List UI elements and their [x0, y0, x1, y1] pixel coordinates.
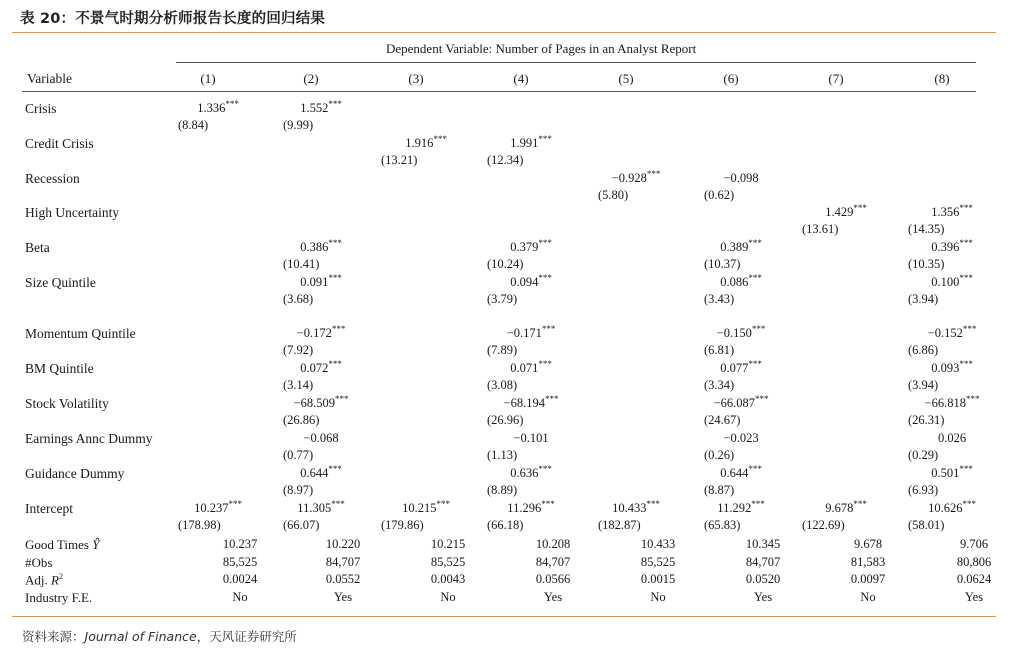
t-statistic: (13.21) [381, 153, 418, 167]
significance-stars: *** [538, 133, 552, 144]
row-label: Intercept [25, 501, 73, 516]
coefficient: 10.237*** [194, 498, 242, 515]
row-label: Momentum Quintile [25, 326, 136, 341]
significance-stars: *** [544, 393, 559, 404]
t-statistic: (6.81) [704, 343, 735, 357]
coefficient: 0.379*** [510, 237, 552, 254]
significance-stars: *** [436, 498, 450, 509]
significance-stars: *** [541, 323, 556, 334]
t-statistic: (26.31) [908, 413, 945, 427]
summary-value: 0.0552 [325, 572, 361, 586]
t-statistic: (3.94) [908, 292, 939, 306]
row-label: Beta [25, 240, 50, 255]
coefficient: 11.305*** [297, 498, 345, 515]
summary-value: 0.0015 [640, 572, 676, 586]
summary-value: 10.208 [535, 537, 571, 551]
row-label: Guidance Dummy [25, 466, 125, 481]
summary-value: 0.0097 [850, 572, 886, 586]
coefficient: −66.087*** [713, 393, 769, 410]
column-header: (1) [200, 71, 216, 86]
summary-value: 84,707 [535, 555, 571, 569]
coefficient: −68.509*** [293, 393, 349, 410]
summary-value: Yes [964, 590, 984, 604]
t-statistic: (8.89) [487, 483, 518, 497]
significance-stars: *** [225, 98, 239, 109]
summary-label: Good Times Ŷ [25, 537, 100, 552]
t-statistic: (1.13) [487, 448, 518, 462]
column-header: (6) [723, 71, 739, 86]
summary-value: 10.237 [222, 537, 258, 551]
coefficient: −0.172*** [296, 323, 346, 340]
summary-value: 9.678 [853, 537, 883, 551]
column-header: (4) [513, 71, 529, 86]
significance-stars: *** [538, 358, 552, 369]
significance-stars: *** [748, 237, 762, 248]
dependent-variable-rule [176, 62, 976, 63]
coefficient: 10.433*** [612, 498, 660, 515]
t-statistic: (3.79) [487, 292, 518, 306]
row-label: BM Quintile [25, 361, 94, 376]
significance-stars: *** [965, 393, 980, 404]
t-statistic: (10.35) [908, 257, 945, 271]
significance-stars: *** [328, 237, 342, 248]
coefficient: 1.552*** [300, 98, 342, 115]
row-label: Earnings Annc Dummy [25, 431, 153, 446]
row-label: High Uncertainty [25, 205, 120, 220]
significance-stars: *** [959, 237, 973, 248]
summary-value: 0.0024 [222, 572, 258, 586]
coefficient: −0.152*** [927, 323, 977, 340]
coefficient: 0.026 [937, 431, 967, 445]
summary-value: No [650, 590, 666, 604]
column-header: (5) [618, 71, 634, 86]
significance-stars: *** [331, 498, 345, 509]
significance-stars: *** [959, 463, 973, 474]
summary-value: 0.0566 [535, 572, 571, 586]
summary-value: 85,525 [222, 555, 258, 569]
row-label: Crisis [25, 101, 57, 116]
significance-stars: *** [331, 323, 346, 334]
coefficient: 0.644*** [300, 463, 342, 480]
t-statistic: (8.97) [283, 483, 314, 497]
coefficient: 0.501*** [931, 463, 973, 480]
summary-value: 10.220 [325, 537, 361, 551]
coefficient: 11.296*** [507, 498, 555, 515]
significance-stars: *** [646, 168, 661, 179]
coefficient: 1.356*** [931, 202, 973, 219]
significance-stars: *** [646, 498, 660, 509]
t-statistic: (178.98) [178, 518, 221, 532]
summary-label: Adj. $R^2$ [25, 572, 63, 588]
summary-value: Yes [333, 590, 353, 604]
coefficient: 0.077*** [720, 358, 762, 375]
row-label: Credit Crisis [25, 136, 94, 151]
summary-value: 0.0520 [745, 572, 781, 586]
summary-value: 81,583 [850, 555, 886, 569]
t-statistic: (10.41) [283, 257, 320, 271]
coefficient: 9.678*** [825, 498, 867, 515]
t-statistic: (6.93) [908, 483, 939, 497]
significance-stars: *** [328, 463, 342, 474]
coefficient: 0.389*** [720, 237, 762, 254]
t-statistic: (122.69) [802, 518, 845, 532]
t-statistic: (0.77) [283, 448, 314, 462]
column-header: (2) [303, 71, 319, 86]
significance-stars: *** [853, 202, 867, 213]
t-statistic: (7.92) [283, 343, 314, 357]
summary-value: No [860, 590, 876, 604]
coefficient: 0.644*** [720, 463, 762, 480]
table-caption: 表 20：不景气时期分析师报告长度的回归结果 [20, 11, 326, 27]
summary-label: Industry F.E. [25, 590, 93, 605]
t-statistic: (6.86) [908, 343, 939, 357]
coefficient: −0.068 [303, 431, 339, 445]
t-statistic: (179.86) [381, 518, 424, 532]
significance-stars: *** [538, 272, 552, 283]
summary-value: 84,707 [325, 555, 361, 569]
coefficient: 11.292*** [717, 498, 765, 515]
coefficient: −0.928*** [611, 168, 661, 185]
t-statistic: (7.89) [487, 343, 518, 357]
coefficient: −0.171*** [506, 323, 556, 340]
row-label: Stock Volatility [25, 396, 109, 411]
coefficient: 1.336*** [197, 98, 239, 115]
top-rule [12, 32, 996, 33]
t-statistic: (0.26) [704, 448, 735, 462]
summary-value: Yes [753, 590, 773, 604]
t-statistic: (0.62) [704, 188, 735, 202]
significance-stars: *** [328, 98, 342, 109]
coefficient: −0.023 [723, 431, 759, 445]
t-statistic: (3.08) [487, 378, 518, 392]
coefficient: 1.916*** [405, 133, 447, 150]
source-journal: Journal of Finance [84, 629, 197, 644]
significance-stars: *** [328, 272, 342, 283]
coefficient: −0.098 [723, 171, 759, 185]
t-statistic: (3.43) [704, 292, 735, 306]
summary-value: 84,707 [745, 555, 781, 569]
t-statistic: (14.35) [908, 222, 945, 236]
source-prefix: 资料来源： [22, 629, 85, 644]
t-statistic: (9.99) [283, 118, 314, 132]
t-statistic: (10.24) [487, 257, 524, 271]
t-statistic: (66.07) [283, 518, 320, 532]
summary-value: 10.345 [745, 537, 781, 551]
coefficient: 0.086*** [720, 272, 762, 289]
column-header: (8) [934, 71, 950, 86]
t-statistic: (12.34) [487, 153, 524, 167]
significance-stars: *** [538, 237, 552, 248]
significance-stars: *** [959, 358, 973, 369]
summary-value: No [440, 590, 456, 604]
t-statistic: (182.87) [598, 518, 641, 532]
t-statistic: (65.83) [704, 518, 741, 532]
t-statistic: (66.18) [487, 518, 524, 532]
source-note [22, 627, 297, 645]
row-label: Size Quintile [25, 275, 96, 290]
row-label: Recession [25, 171, 80, 186]
summary-value: 80,806 [956, 555, 992, 569]
source-suffix: ，天风证券研究所 [196, 629, 297, 644]
significance-stars: *** [748, 272, 762, 283]
coefficient: 0.636*** [510, 463, 552, 480]
significance-stars: *** [853, 498, 867, 509]
summary-value: 10.215 [430, 537, 466, 551]
significance-stars: *** [751, 323, 766, 334]
summary-value: 85,525 [430, 555, 466, 569]
t-statistic: (26.86) [283, 413, 320, 427]
coefficient: 0.094*** [510, 272, 552, 289]
coefficient: 1.991*** [510, 133, 552, 150]
significance-stars: *** [751, 498, 765, 509]
t-statistic: (8.84) [178, 118, 209, 132]
coefficient: 0.093*** [931, 358, 973, 375]
t-statistic: (24.67) [704, 413, 741, 427]
t-statistic: (3.34) [704, 378, 735, 392]
dependent-variable-header: Dependent Variable: Number of Pages in an Analyst Report [386, 41, 697, 56]
coefficient: 0.100*** [931, 272, 973, 289]
significance-stars: *** [328, 358, 342, 369]
significance-stars: *** [538, 463, 552, 474]
t-statistic: (10.37) [704, 257, 741, 271]
significance-stars: *** [962, 498, 976, 509]
t-statistic: (26.96) [487, 413, 524, 427]
significance-stars: *** [754, 393, 769, 404]
coefficient: −0.150*** [716, 323, 766, 340]
t-statistic: (5.80) [598, 188, 629, 202]
coefficient: 1.429*** [825, 202, 867, 219]
summary-value: 10.433 [640, 537, 676, 551]
t-statistic: (3.94) [908, 378, 939, 392]
significance-stars: *** [334, 393, 349, 404]
summary-value: Yes [543, 590, 563, 604]
coefficient: 0.386*** [300, 237, 342, 254]
coefficient: 0.396*** [931, 237, 973, 254]
bottom-rule [12, 616, 996, 617]
coefficient: −0.101 [513, 431, 549, 445]
significance-stars: *** [433, 133, 447, 144]
column-header: (3) [408, 71, 424, 86]
header-rule [22, 91, 976, 92]
summary-label: #Obs [25, 555, 53, 570]
coefficient: 10.626*** [928, 498, 976, 515]
coefficient: 0.071*** [510, 358, 552, 375]
significance-stars: *** [959, 272, 973, 283]
significance-stars: *** [541, 498, 555, 509]
significance-stars: *** [959, 202, 973, 213]
summary-value: 0.0624 [956, 572, 992, 586]
significance-stars: *** [748, 358, 762, 369]
coefficient: 0.072*** [300, 358, 342, 375]
summary-value: 85,525 [640, 555, 676, 569]
significance-stars: *** [228, 498, 242, 509]
t-statistic: (0.29) [908, 448, 939, 462]
summary-value: 0.0043 [430, 572, 466, 586]
summary-value: 9.706 [959, 537, 989, 551]
t-statistic: (3.68) [283, 292, 314, 306]
column-header: (7) [828, 71, 844, 86]
t-statistic: (13.61) [802, 222, 839, 236]
significance-stars: *** [962, 323, 977, 334]
t-statistic: (58.01) [908, 518, 945, 532]
coefficient: 10.215*** [402, 498, 450, 515]
summary-value: No [232, 590, 248, 604]
variable-column-header: Variable [27, 71, 72, 86]
coefficient: −66.818*** [924, 393, 980, 410]
t-statistic: (3.14) [283, 378, 314, 392]
coefficient: −68.194*** [503, 393, 559, 410]
significance-stars: *** [748, 463, 762, 474]
t-statistic: (8.87) [704, 483, 735, 497]
coefficient: 0.091*** [300, 272, 342, 289]
